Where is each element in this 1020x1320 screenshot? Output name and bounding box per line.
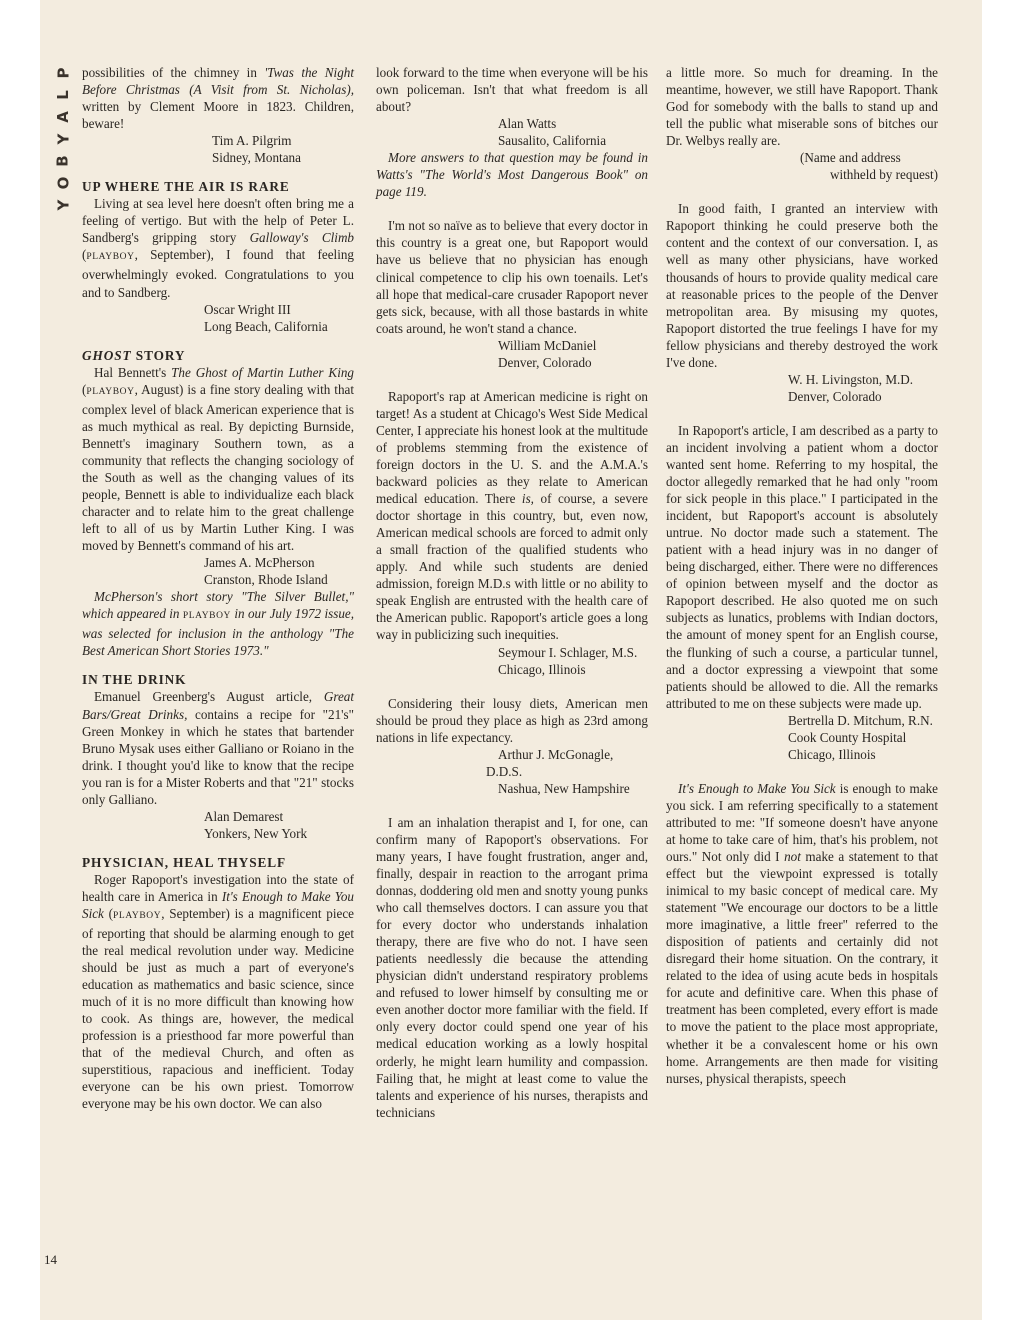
section-heading: PHYSICIAN, HEAL THYSELF	[82, 854, 287, 870]
magazine-page	[40, 0, 982, 1320]
letter-paragraph: a little more. So much for dreaming. In the meantime, however, we still have Rapoport. Thank God for somebody with the balls to stand up and tell the public what miserable sons of bitches our Dr. Welbys really are.	[666, 65, 938, 149]
section-heading: GHOST STORY	[82, 347, 186, 363]
playboy-masthead	[52, 62, 76, 216]
masthead-letter: P	[54, 67, 72, 79]
column-3	[666, 64, 938, 1087]
letter-signature-place: Denver, Colorado	[498, 354, 592, 370]
editor-note: More answers to that question may be found in Watts's "The World's Most Dangerous Book" on page 119.	[376, 150, 648, 200]
letter-signature-name: Alan Demarest	[204, 808, 284, 824]
letter-signature-name: Arthur J. McGonagle, D.D.S.	[486, 746, 614, 779]
letter-paragraph: Considering their lousy diets, American men should be proud they place as high as 23rd among nations in life expectancy.	[376, 695, 648, 745]
masthead-letter: O	[53, 176, 72, 190]
column-1	[82, 64, 354, 1113]
letter-signature-name: W. H. Livingston, M.D.	[788, 371, 914, 387]
letter-paragraph: In Rapoport's article, I am described as a party to an incident involving a patient whom a doctor wanted sent home. Referring to my hospital, the doctor allegedly remarked that he had only "room for sick people in this place." I participated in the incident, but Rapoport's account is absolutely untrue. No doctor made such a statement. The patient with a head injury was in no danger of being discharged, either. There were no differences of opinion between myself and the doctor as Rapoport described. He also quoted me on such subjects as lunatics, problems with Indian doctors, the amount of money spent for an English course, the flunking of such a course, a particular tunnel, and a doctor expressing a viewpoint that some patients should be allowed to die. All the remarks attributed to me on these subjects were made up.	[666, 422, 938, 711]
letter-paragraph: I am an inhalation therapist and I, for one, can confirm many of Rapoport's observations. For many years, I have fought frustration, anger and, finally, despair in reaction to the arrogant prima donnas, doddering old men and snotty young punks who call themselves doctors. I can assure you that for every doctor who understands inhalation therapy, there are five who do not. I have seen patients needlessly die because the attending physician didn't understand respiratory problems and refused to lower himself by consulting me or even another doctor more familiar with the field. If only every doctor could spend one year of his medical education working as a lowly hospital orderly, he might learn humility and compassion. Failing that, he might at least come to value the talents and experience of his nurses, therapists and technicians	[376, 814, 648, 1120]
letter-signature-name: Oscar Wright III	[204, 301, 291, 317]
letter-signature-place: Nashua, New Hampshire	[498, 780, 630, 796]
letter-signature-place: withheld by request)	[829, 167, 938, 183]
letter-signature-name: Alan Watts	[498, 116, 557, 132]
masthead-letter: A	[53, 111, 72, 123]
masthead-letter: B	[54, 155, 72, 167]
letter-signature-name: James A. McPherson	[204, 555, 315, 571]
letter-signature-name: William McDaniel	[498, 337, 597, 353]
letter-signature-place: Sidney, Montana	[212, 150, 301, 166]
letter-signature-place: Denver, Colorado	[788, 388, 882, 404]
letter-paragraph: Emanuel Greenberg's August article, Great Bars/Great Drinks, contains a recipe for "21's" Green Monkey in which he states that bartender Bruno Mysak uses either Galliano or Roiano in the drink. I thought you'd like to know that the recipe you ran is for a Mister Roberts and that "21" stocks only Galliano.	[82, 689, 354, 807]
editor-note: McPherson's short story "The Silver Bullet," which appeared in PLAYBOY in our July 1972 issue, was selected for inclusion in the anthology "The Best American Short Stories 1973."	[82, 589, 355, 659]
letter-paragraph: I'm not so naïve as to believe that every doctor in this country is a great one, but Rapoport would have us believe that no physician has enough clinical competence to clip his own toenails. Let's all hope that medical-care crusader Rapoport never gets sick, because, with all those bastards in white coats around, he won't stand a chance.	[376, 218, 648, 336]
letter-signature-name: Seymour I. Schlager, M.S.	[498, 644, 638, 660]
masthead-letter: Y	[54, 199, 72, 211]
masthead-letter: Y	[54, 133, 72, 145]
letter-signature-place: Chicago, Illinois	[788, 746, 876, 762]
letter-paragraph: Living at sea level here doesn't often bring me a feeling of vertigo. But with the help of Peter L. Sandberg's gripping story Galloway's Climb (PLAYBOY, September), I found that feeling overwhelmingly evoked. Congratulations to you and to Sandberg.	[82, 196, 355, 300]
letter-paragraph: It's Enough to Make You Sick is enough to make you sick. I am referring specifically to a statement attributed to me: "If someone doesn't have anyone at home to take care of him, that's his problem, not ours." Not only did I not make a statement to that effect but the viewpoint expressed is totally inimical to my basic concept of medical care. My statement "We encourage our doctors to be a little more imaginative, a little freer" referred to the disposition of patients and certainly did not disregard their home situation. On the contrary, it related to the idea of using acute beds in hospitals for acute and definitive care. When this phase of treatment has been completed, every effort is made to move the patient to the place most appropriate, whether it be a convalescent home or his own home. Arrangements are then made for visiting nurses, physical therapists, speech	[666, 780, 938, 1086]
letter-paragraph: look forward to the time when everyone will be his own policeman. Isn't that what freedom is all about?	[376, 65, 648, 115]
letter-signature-org: Cook County Hospital	[788, 729, 907, 745]
letter-signature-name: Bertrella D. Mitchum, R.N.	[788, 712, 933, 728]
section-heading: IN THE DRINK	[82, 672, 187, 688]
column-2	[376, 64, 648, 1121]
letter-signature-name: (Name and address	[800, 150, 901, 166]
letter-signature-place: Long Beach, California	[204, 318, 328, 334]
section-heading: UP WHERE THE AIR IS RARE	[82, 179, 290, 195]
page-number: 14	[44, 1252, 57, 1267]
letter-signature-place: Cranston, Rhode Island	[204, 572, 328, 588]
letter-paragraph: Hal Bennett's The Ghost of Martin Luther King (PLAYBOY, August) is a fine story dealing with that complex level of black American experience that is as much mythical as real. By depicting Burnside, Bennett's imaginary Southern town, as a community that reflects the changing sociology of the South as well as the changing values of its people, Bennett is able to individualize each black character and to relate him to the great challenge left to all of us by Martin Luther King. I was moved by Bennett's command of his art.	[82, 364, 354, 554]
letter-signature-place: Sausalito, California	[498, 133, 607, 149]
letter-signature-place: Yonkers, New York	[204, 825, 308, 841]
letter-paragraph: Roger Rapoport's investigation into the state of health care in America in It's Enough to Make You Sick (PLAYBOY, September) is a magnificent piece of reporting that should be alarming enough to get the real medical revolution under way. Medicine should be just as much a part of everyone's education as mathematics and basic science, since much of it is no more difficult than knowing how to cook. As things are, however, the medical profession is a priesthood far more powerful than that of the medieval Church, and often as superstitious, rapacious and inefficient. Today everyone can be his own priest. Tomorrow everyone may be his own doctor. We can also	[82, 871, 354, 1112]
letter-signature-name: Tim A. Pilgrim	[212, 133, 292, 149]
letter-signature-place: Chicago, Illinois	[498, 661, 586, 677]
letter-paragraph: In good faith, I granted an interview with Rapoport thinking he could preserve both the content and the context of our conversation. I, as well as many other physicians, have worked thousands of hours to provide quality medical care at reasonable prices to the people of the Denver metropolitan area. By misusing my quotes, Rapoport distorted the true feelings I have for my fellow physicians and thereby destroyed the work I've done.	[666, 201, 938, 370]
letter-paragraph: possibilities of the chimney in 'Twas the Night Before Christmas (A Visit from St. Nicholas), written by Clement Moore in 1823. Children, beware!	[82, 65, 354, 132]
masthead-letter: L	[54, 90, 72, 100]
letter-paragraph: Rapoport's rap at American medicine is right on target! As a student at Chicago's West Side Medical Center, I appreciate his honest look at the multitude of problems stemming from the existence of foreign doctors in the U. S. and the A.M.A.'s backward policies as they relate to American medical education. There is, of course, a severe doctor shortage in this country, but, even now, American medical schools are forced to admit only a small fraction of the qualified students who apply. And while such students are denied admission, foreign M.D.s with little or no ability to speak English are entrusted with the health care of the American public. Rapoport's article goes a long way in publicizing such inequities.	[376, 388, 648, 643]
